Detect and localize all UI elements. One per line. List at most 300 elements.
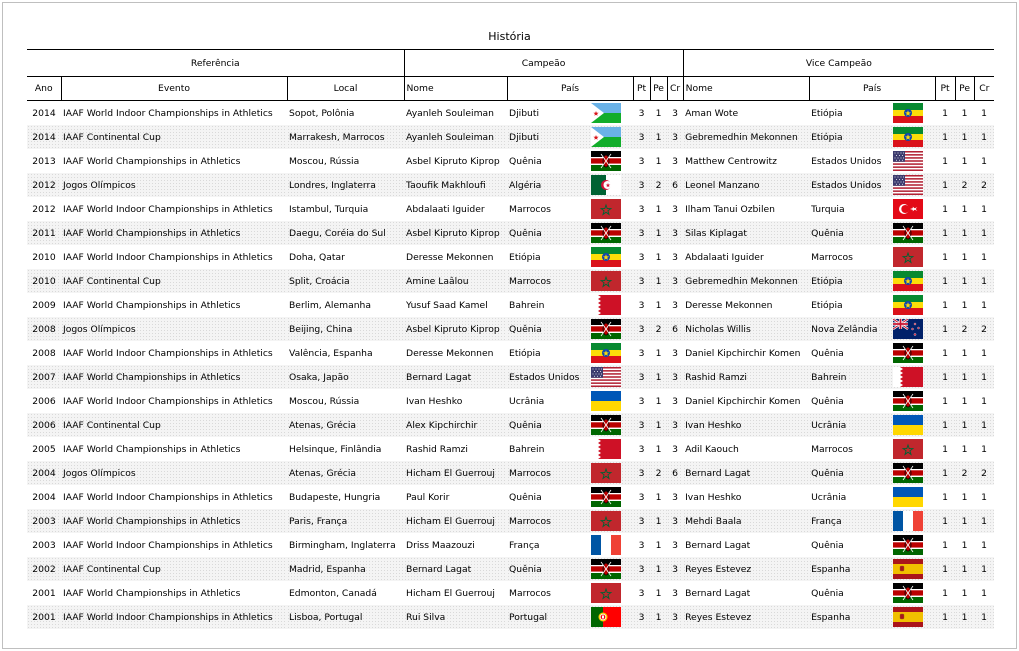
- country-name: Etiópia: [509, 347, 541, 359]
- table-row: [27, 485, 994, 509]
- cell-ano: 2002: [27, 557, 61, 581]
- cell-vice-pt: 1: [935, 389, 955, 413]
- cell-vice-pe: 1: [955, 221, 974, 245]
- ethiopia-flag-icon: [591, 343, 621, 363]
- morocco-flag-icon: [893, 247, 923, 267]
- country-name: Marrocos: [509, 587, 551, 599]
- cell-campeao-pe: 1: [650, 125, 667, 149]
- cell-local: Daegu, Coréia do Sul: [287, 221, 404, 245]
- cell-vice-nome: Daniel Kipchirchir Komen: [683, 341, 809, 365]
- col-header-campeao-pe: Pe: [650, 77, 667, 101]
- cell-ano: 2008: [27, 317, 61, 341]
- country-name: Quênia: [509, 227, 542, 239]
- cell-vice-pe: 1: [955, 413, 974, 437]
- cell-campeao-pt: 3: [633, 365, 650, 389]
- cell-vice-nome: Nicholas Willis: [683, 317, 809, 341]
- col-header-ano: Ano: [27, 77, 61, 101]
- cell-vice-pais: [809, 125, 935, 149]
- cell-ano: 2001: [27, 581, 61, 605]
- ethiopia-flag-icon: [893, 127, 923, 147]
- table-row: [27, 173, 994, 197]
- cell-vice-pt: 1: [935, 341, 955, 365]
- group-header-campeao: Campeão: [404, 50, 683, 77]
- cell-vice-cr: 2: [974, 317, 994, 341]
- cell-ano: 2001: [27, 605, 61, 629]
- country-name: Quênia: [509, 563, 542, 575]
- country-name: França: [509, 539, 540, 551]
- cell-vice-cr: 1: [974, 341, 994, 365]
- cell-campeao-pe: 1: [650, 509, 667, 533]
- cell-campeao-cr: 3: [667, 101, 683, 126]
- cell-vice-pe: 1: [955, 389, 974, 413]
- cell-vice-nome: Bernard Lagat: [683, 533, 809, 557]
- kenya-flag-icon: [893, 535, 923, 555]
- table-row: [27, 125, 994, 149]
- cell-evento: Jogos Olímpicos: [61, 461, 287, 485]
- cell-vice-pe: 1: [955, 437, 974, 461]
- kenya-flag-icon: [591, 151, 621, 171]
- morocco-flag-icon: [893, 439, 923, 459]
- cell-vice-pais: [809, 269, 935, 293]
- cell-campeao-cr: 3: [667, 557, 683, 581]
- cell-vice-cr: 1: [974, 485, 994, 509]
- cell-local: Berlim, Alemanha: [287, 293, 404, 317]
- cell-vice-pe: 1: [955, 509, 974, 533]
- cell-campeao-nome: Driss Maazouzi: [404, 533, 507, 557]
- portugal-flag-icon: [591, 607, 621, 627]
- kenya-flag-icon: [893, 583, 923, 603]
- cell-campeao-nome: Bernard Lagat: [404, 365, 507, 389]
- cell-campeao-pe: 2: [650, 173, 667, 197]
- cell-vice-pais: [809, 293, 935, 317]
- country-name: Quênia: [811, 539, 844, 551]
- cell-vice-cr: 2: [974, 461, 994, 485]
- cell-campeao-pt: 3: [633, 101, 650, 126]
- cell-vice-cr: 1: [974, 293, 994, 317]
- cell-vice-pe: 2: [955, 317, 974, 341]
- cell-vice-pe: 1: [955, 581, 974, 605]
- morocco-flag-icon: [591, 271, 621, 291]
- cell-vice-pt: 1: [935, 461, 955, 485]
- group-header-vice-campeao: Vice Campeão: [683, 50, 994, 77]
- cell-evento: IAAF World Championships in Athletics: [61, 509, 287, 533]
- cell-campeao-nome: Hicham El Guerrouj: [404, 509, 507, 533]
- cell-local: Budapeste, Hungria: [287, 485, 404, 509]
- cell-vice-nome: Aman Wote: [683, 101, 809, 126]
- djibouti-flag-icon: [591, 103, 621, 123]
- kenya-flag-icon: [591, 487, 621, 507]
- country-name: Etiópia: [509, 251, 541, 263]
- table-row: [27, 605, 994, 629]
- cell-campeao-cr: 3: [667, 581, 683, 605]
- cell-vice-pais: [809, 149, 935, 173]
- cell-evento: IAAF World Championships in Athletics: [61, 365, 287, 389]
- cell-vice-cr: 1: [974, 413, 994, 437]
- cell-campeao-pt: 3: [633, 221, 650, 245]
- cell-vice-nome: Daniel Kipchirchir Komen: [683, 389, 809, 413]
- cell-ano: 2004: [27, 485, 61, 509]
- cell-vice-pe: 1: [955, 533, 974, 557]
- cell-ano: 2006: [27, 413, 61, 437]
- cell-ano: 2006: [27, 389, 61, 413]
- col-header-campeao-pt: Pt: [633, 77, 650, 101]
- cell-campeao-nome: Amine Laâlou: [404, 269, 507, 293]
- cell-local: Split, Croácia: [287, 269, 404, 293]
- cell-campeao-pt: 3: [633, 317, 650, 341]
- col-header-vice-cr: Cr: [974, 77, 994, 101]
- cell-vice-nome: Abdalaati Iguider: [683, 245, 809, 269]
- cell-campeao-cr: 3: [667, 365, 683, 389]
- cell-vice-pe: 1: [955, 605, 974, 629]
- country-name: Turquia: [811, 203, 845, 215]
- spain-flag-icon: [893, 559, 923, 579]
- cell-campeao-nome: Asbel Kipruto Kiprop: [404, 149, 507, 173]
- cell-vice-pais: [809, 197, 935, 221]
- cell-campeao-pais: [507, 461, 633, 485]
- cell-vice-pais: [809, 413, 935, 437]
- cell-campeao-pais: [507, 485, 633, 509]
- country-name: Quênia: [509, 155, 542, 167]
- country-name: Quênia: [811, 395, 844, 407]
- country-name: Djibuti: [509, 107, 540, 119]
- country-name: Marrocos: [811, 251, 853, 263]
- cell-vice-pais: [809, 557, 935, 581]
- cell-campeao-pais: [507, 173, 633, 197]
- cell-local: Edmonton, Canadá: [287, 581, 404, 605]
- cell-campeao-nome: Asbel Kipruto Kiprop: [404, 317, 507, 341]
- cell-ano: 2014: [27, 125, 61, 149]
- cell-campeao-cr: 3: [667, 509, 683, 533]
- table-body: [27, 101, 994, 630]
- col-header-campeao-cr: Cr: [667, 77, 683, 101]
- cell-vice-nome: Ilham Tanui Ozbilen: [683, 197, 809, 221]
- cell-campeao-pt: 3: [633, 293, 650, 317]
- cell-vice-nome: Silas Kiplagat: [683, 221, 809, 245]
- cell-campeao-pt: 3: [633, 269, 650, 293]
- cell-campeao-cr: 3: [667, 245, 683, 269]
- morocco-flag-icon: [591, 511, 621, 531]
- cell-evento: IAAF World Indoor Championships in Athletics: [61, 341, 287, 365]
- cell-vice-nome: Gebremedhin Mekonnen: [683, 269, 809, 293]
- cell-evento: IAAF World Indoor Championships in Athletics: [61, 245, 287, 269]
- kenya-flag-icon: [591, 559, 621, 579]
- cell-ano: 2004: [27, 461, 61, 485]
- cell-vice-cr: 1: [974, 149, 994, 173]
- cell-vice-pais: [809, 317, 935, 341]
- cell-campeao-pt: 3: [633, 557, 650, 581]
- cell-vice-cr: 1: [974, 269, 994, 293]
- cell-vice-pt: 1: [935, 437, 955, 461]
- cell-vice-nome: Mehdi Baala: [683, 509, 809, 533]
- cell-campeao-nome: Ayanleh Souleiman: [404, 125, 507, 149]
- cell-vice-cr: 1: [974, 605, 994, 629]
- morocco-flag-icon: [591, 583, 621, 603]
- france-flag-icon: [893, 511, 923, 531]
- cell-vice-pt: 1: [935, 605, 955, 629]
- cell-local: Sopot, Polônia: [287, 101, 404, 126]
- cell-ano: 2011: [27, 221, 61, 245]
- cell-vice-cr: 1: [974, 245, 994, 269]
- cell-campeao-pais: [507, 245, 633, 269]
- cell-campeao-pais: [507, 509, 633, 533]
- cell-campeao-pais: [507, 365, 633, 389]
- table-row: [27, 389, 994, 413]
- cell-local: Paris, França: [287, 509, 404, 533]
- cell-campeao-nome: Taoufik Makhloufi: [404, 173, 507, 197]
- table-row: [27, 557, 994, 581]
- cell-campeao-pt: 3: [633, 461, 650, 485]
- cell-evento: IAAF World Championships in Athletics: [61, 581, 287, 605]
- kenya-flag-icon: [591, 415, 621, 435]
- cell-campeao-pt: 3: [633, 389, 650, 413]
- table-row: [27, 269, 994, 293]
- kenya-flag-icon: [591, 319, 621, 339]
- cell-ano: 2005: [27, 437, 61, 461]
- cell-campeao-pt: 3: [633, 485, 650, 509]
- country-name: Marrocos: [509, 467, 551, 479]
- cell-campeao-pais: [507, 437, 633, 461]
- cell-ano: 2008: [27, 341, 61, 365]
- cell-campeao-pe: 2: [650, 461, 667, 485]
- cell-campeao-pe: 1: [650, 389, 667, 413]
- usa-flag-icon: [893, 151, 923, 171]
- ethiopia-flag-icon: [893, 103, 923, 123]
- cell-local: Beijing, China: [287, 317, 404, 341]
- cell-vice-cr: 1: [974, 221, 994, 245]
- cell-campeao-pais: [507, 581, 633, 605]
- cell-evento: IAAF World Indoor Championships in Athletics: [61, 101, 287, 126]
- col-header-vice-pt: Pt: [935, 77, 955, 101]
- cell-evento: IAAF World Indoor Championships in Athletics: [61, 605, 287, 629]
- cell-evento: IAAF World Indoor Championships in Athletics: [61, 389, 287, 413]
- cell-campeao-pt: 3: [633, 437, 650, 461]
- country-name: Ucrânia: [509, 395, 545, 407]
- cell-campeao-nome: Bernard Lagat: [404, 557, 507, 581]
- cell-campeao-pe: 1: [650, 101, 667, 126]
- cell-vice-pt: 1: [935, 125, 955, 149]
- cell-campeao-pe: 1: [650, 245, 667, 269]
- country-name: Estados Unidos: [509, 371, 580, 383]
- cell-campeao-nome: Hicham El Guerrouj: [404, 461, 507, 485]
- country-name: Ucrânia: [811, 491, 847, 503]
- kenya-flag-icon: [893, 343, 923, 363]
- table-row: [27, 461, 994, 485]
- cell-vice-nome: Ivan Heshko: [683, 413, 809, 437]
- cell-ano: 2014: [27, 101, 61, 126]
- cell-vice-pais: [809, 533, 935, 557]
- bahrain-flag-icon: [591, 439, 621, 459]
- cell-campeao-pe: 1: [650, 341, 667, 365]
- cell-campeao-pe: 1: [650, 533, 667, 557]
- table-row: [27, 533, 994, 557]
- ukraine-flag-icon: [893, 487, 923, 507]
- cell-campeao-pais: [507, 533, 633, 557]
- cell-vice-cr: 1: [974, 389, 994, 413]
- cell-campeao-cr: 3: [667, 269, 683, 293]
- cell-vice-pe: 2: [955, 173, 974, 197]
- cell-campeao-nome: Rashid Ramzi: [404, 437, 507, 461]
- col-header-campeao-pais: País: [507, 77, 633, 101]
- cell-campeao-pe: 1: [650, 269, 667, 293]
- table-row: [27, 437, 994, 461]
- cell-vice-pe: 1: [955, 269, 974, 293]
- table-row: [27, 221, 994, 245]
- cell-local: Valência, Espanha: [287, 341, 404, 365]
- cell-vice-cr: 2: [974, 173, 994, 197]
- djibouti-flag-icon: [591, 127, 621, 147]
- cell-evento: IAAF Continental Cup: [61, 269, 287, 293]
- cell-vice-cr: 1: [974, 437, 994, 461]
- cell-local: Londres, Inglaterra: [287, 173, 404, 197]
- cell-vice-pt: 1: [935, 245, 955, 269]
- country-name: Etiópia: [811, 107, 843, 119]
- cell-vice-pais: [809, 365, 935, 389]
- cell-local: Istambul, Turquia: [287, 197, 404, 221]
- cell-campeao-pt: 3: [633, 173, 650, 197]
- cell-local: Atenas, Grécia: [287, 413, 404, 437]
- morocco-flag-icon: [591, 463, 621, 483]
- cell-vice-pe: 1: [955, 101, 974, 126]
- cell-vice-nome: Reyes Estevez: [683, 605, 809, 629]
- ukraine-flag-icon: [591, 391, 621, 411]
- cell-campeao-nome: Abdalaati Iguider: [404, 197, 507, 221]
- col-header-vice-nome: Nome: [683, 77, 809, 101]
- kenya-flag-icon: [591, 223, 621, 243]
- cell-evento: IAAF World Championships in Athletics: [61, 221, 287, 245]
- turkey-flag-icon: [893, 199, 923, 219]
- cell-vice-pt: 1: [935, 509, 955, 533]
- cell-vice-pe: 1: [955, 365, 974, 389]
- cell-campeao-cr: 6: [667, 461, 683, 485]
- cell-campeao-pais: [507, 317, 633, 341]
- cell-evento: IAAF Continental Cup: [61, 557, 287, 581]
- cell-ano: 2003: [27, 533, 61, 557]
- table-row: [27, 293, 994, 317]
- cell-campeao-nome: Paul Korir: [404, 485, 507, 509]
- cell-vice-pais: [809, 173, 935, 197]
- cell-campeao-pe: 1: [650, 437, 667, 461]
- cell-vice-nome: Gebremedhin Mekonnen: [683, 125, 809, 149]
- cell-campeao-pe: 1: [650, 557, 667, 581]
- cell-vice-pais: [809, 437, 935, 461]
- ethiopia-flag-icon: [591, 247, 621, 267]
- cell-vice-pt: 1: [935, 533, 955, 557]
- country-name: Quênia: [509, 419, 542, 431]
- cell-campeao-nome: Ivan Heshko: [404, 389, 507, 413]
- algeria-flag-icon: [591, 175, 621, 195]
- france-flag-icon: [591, 535, 621, 555]
- cell-ano: 2007: [27, 365, 61, 389]
- col-header-campeao-nome: Nome: [404, 77, 507, 101]
- cell-vice-pe: 1: [955, 485, 974, 509]
- cell-vice-cr: 1: [974, 365, 994, 389]
- table-row: [27, 149, 994, 173]
- cell-vice-nome: Matthew Centrowitz: [683, 149, 809, 173]
- cell-vice-nome: Ivan Heshko: [683, 485, 809, 509]
- table-row: [27, 101, 994, 126]
- country-name: Quênia: [509, 323, 542, 335]
- cell-campeao-cr: 3: [667, 221, 683, 245]
- cell-vice-pe: 1: [955, 125, 974, 149]
- cell-vice-nome: Adil Kaouch: [683, 437, 809, 461]
- cell-evento: IAAF World Indoor Championships in Athletics: [61, 197, 287, 221]
- country-name: Quênia: [811, 587, 844, 599]
- cell-vice-pais: [809, 101, 935, 126]
- table-row: [27, 365, 994, 389]
- cell-campeao-pe: 1: [650, 149, 667, 173]
- cell-campeao-nome: Alex Kipchirchir: [404, 413, 507, 437]
- cell-campeao-pt: 3: [633, 413, 650, 437]
- ethiopia-flag-icon: [893, 295, 923, 315]
- cell-local: Lisboa, Portugal: [287, 605, 404, 629]
- cell-vice-cr: 1: [974, 125, 994, 149]
- cell-campeao-pe: 1: [650, 293, 667, 317]
- cell-vice-pais: [809, 509, 935, 533]
- cell-ano: 2009: [27, 293, 61, 317]
- cell-vice-pe: 1: [955, 149, 974, 173]
- cell-vice-pe: 1: [955, 293, 974, 317]
- cell-evento: IAAF World Indoor Championships in Athletics: [61, 485, 287, 509]
- cell-vice-pt: 1: [935, 581, 955, 605]
- cell-vice-pais: [809, 389, 935, 413]
- cell-campeao-pais: [507, 413, 633, 437]
- country-name: Estados Unidos: [811, 179, 882, 191]
- cell-vice-nome: Deresse Mekonnen: [683, 293, 809, 317]
- cell-campeao-cr: 3: [667, 341, 683, 365]
- cell-campeao-nome: Deresse Mekonnen: [404, 245, 507, 269]
- cell-campeao-pais: [507, 341, 633, 365]
- cell-ano: 2012: [27, 197, 61, 221]
- country-name: Etiópia: [811, 299, 843, 311]
- cell-evento: IAAF World Championships in Athletics: [61, 149, 287, 173]
- cell-local: Helsinque, Finlândia: [287, 437, 404, 461]
- cell-vice-pt: 1: [935, 197, 955, 221]
- country-name: Marrocos: [509, 515, 551, 527]
- cell-campeao-pais: [507, 557, 633, 581]
- cell-campeao-pais: [507, 293, 633, 317]
- col-header-vice-pe: Pe: [955, 77, 974, 101]
- cell-vice-pais: [809, 341, 935, 365]
- sheet-title: História: [488, 30, 531, 43]
- table-row: [27, 341, 994, 365]
- cell-campeao-cr: 3: [667, 389, 683, 413]
- cell-vice-pt: 1: [935, 485, 955, 509]
- cell-campeao-cr: 3: [667, 485, 683, 509]
- table-row: [27, 581, 994, 605]
- cell-campeao-pais: [507, 221, 633, 245]
- country-name: Algéria: [509, 179, 542, 191]
- cell-evento: IAAF Continental Cup: [61, 413, 287, 437]
- cell-vice-pt: 1: [935, 101, 955, 126]
- cell-campeao-pe: 1: [650, 581, 667, 605]
- cell-vice-cr: 1: [974, 557, 994, 581]
- cell-campeao-pt: 3: [633, 245, 650, 269]
- country-name: Ucrânia: [811, 419, 847, 431]
- usa-flag-icon: [893, 175, 923, 195]
- cell-vice-pais: [809, 245, 935, 269]
- col-header-vice-pais: País: [809, 77, 935, 101]
- cell-campeao-pais: [507, 389, 633, 413]
- cell-local: Moscou, Rússia: [287, 149, 404, 173]
- cell-ano: 2003: [27, 509, 61, 533]
- cell-vice-pt: 1: [935, 269, 955, 293]
- cell-campeao-nome: Deresse Mekonnen: [404, 341, 507, 365]
- cell-campeao-cr: 3: [667, 533, 683, 557]
- cell-vice-pt: 1: [935, 557, 955, 581]
- cell-vice-cr: 1: [974, 101, 994, 126]
- cell-campeao-pais: [507, 101, 633, 126]
- country-name: Bahrein: [811, 371, 847, 383]
